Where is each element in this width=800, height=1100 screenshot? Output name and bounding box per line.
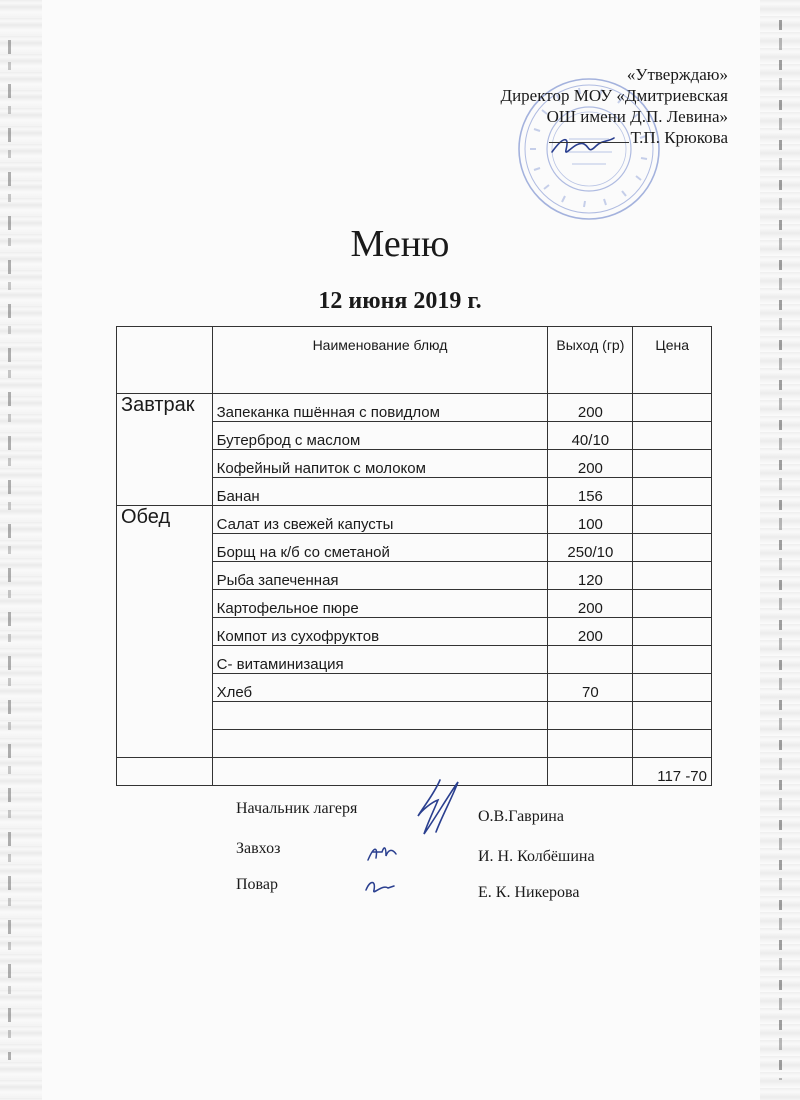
dish-name: Борщ на к/б со сметаной (212, 534, 548, 562)
dish-name: Хлеб (212, 674, 548, 702)
dish-name: Салат из свежей капусты (212, 506, 548, 534)
table-row (117, 394, 712, 422)
table-row (117, 506, 712, 534)
dish-price (633, 422, 712, 450)
dish-output: 200 (548, 590, 633, 618)
dish-output: 120 (548, 562, 633, 590)
dish-output: 200 (548, 618, 633, 646)
person-name: Е. К. Никерова (478, 884, 580, 901)
camp-head-signature-icon (412, 776, 476, 838)
dish-name (212, 702, 548, 730)
header-meal (117, 327, 213, 394)
dish-output: 40/10 (548, 422, 633, 450)
table-header-row (117, 327, 712, 394)
total-empty-cell (548, 758, 633, 786)
dish-name: С- витаминизация (212, 646, 548, 674)
dish-name: Компот из сухофруктов (212, 618, 548, 646)
approval-line-3: ОШ имени Д.П. Левина» (546, 107, 728, 126)
dish-output: 100 (548, 506, 633, 534)
dish-price (633, 646, 712, 674)
approval-line-2: Директор МОУ «Дмитриевская (500, 86, 728, 105)
dish-name: Картофельное пюре (212, 590, 548, 618)
person-name: И. Н. Колбёшина (478, 848, 595, 865)
dish-price (633, 478, 712, 506)
dish-price (633, 562, 712, 590)
dish-price (633, 702, 712, 730)
header-dish-name: Наименование блюд (212, 327, 548, 394)
dish-name: Запеканка пшённая с повидлом (212, 394, 548, 422)
dish-name (212, 730, 548, 758)
dish-price (633, 534, 712, 562)
dish-name: Бутерброд с маслом (212, 422, 548, 450)
dish-price (633, 590, 712, 618)
signatures-block (236, 800, 636, 912)
dish-price (633, 674, 712, 702)
scan-edge-right-line (779, 20, 782, 1080)
cook-signature-icon (362, 876, 396, 898)
page-title: Меню (350, 223, 450, 265)
total-empty-cell (117, 758, 213, 786)
scan-edge-left-line (8, 40, 11, 1060)
header-price: Цена (633, 327, 712, 394)
menu-table (116, 326, 712, 786)
role-label: Повар (236, 876, 278, 893)
director-name: Т.П. Крюкова (630, 128, 728, 147)
dish-price (633, 730, 712, 758)
signature-row (236, 840, 636, 876)
total-price: 117 -70 (633, 758, 712, 786)
signature-row (236, 800, 636, 840)
dish-output (548, 730, 633, 758)
menu-date: 12 июня 2019 г. (318, 288, 482, 314)
meal-label-breakfast: Завтрак (117, 394, 213, 506)
dish-price (633, 506, 712, 534)
approval-line-4 (500, 127, 728, 148)
dish-price (633, 394, 712, 422)
person-name: О.В.Гаврина (478, 808, 564, 825)
dish-name: Рыба запеченная (212, 562, 548, 590)
signature-line (549, 142, 629, 143)
role-label: Начальник лагеря (236, 800, 358, 817)
dish-output: 250/10 (548, 534, 633, 562)
dish-price (633, 618, 712, 646)
dish-output: 200 (548, 394, 633, 422)
signature-row (236, 876, 636, 912)
dish-output: 70 (548, 674, 633, 702)
approval-block (500, 64, 728, 148)
header-output: Выход (гр) (548, 327, 633, 394)
dish-output: 200 (548, 450, 633, 478)
dish-price (633, 450, 712, 478)
supply-manager-signature-icon (364, 840, 400, 866)
approval-line-1: «Утверждаю» (626, 65, 728, 84)
dish-output (548, 646, 633, 674)
dish-name: Банан (212, 478, 548, 506)
dish-name: Кофейный напиток с молоком (212, 450, 548, 478)
role-label: Завхоз (236, 840, 281, 857)
dish-output: 156 (548, 478, 633, 506)
meal-label-lunch: Обед (117, 506, 213, 758)
scan-edge-left (0, 0, 42, 1100)
dish-output (548, 702, 633, 730)
total-empty-cell (212, 758, 548, 786)
